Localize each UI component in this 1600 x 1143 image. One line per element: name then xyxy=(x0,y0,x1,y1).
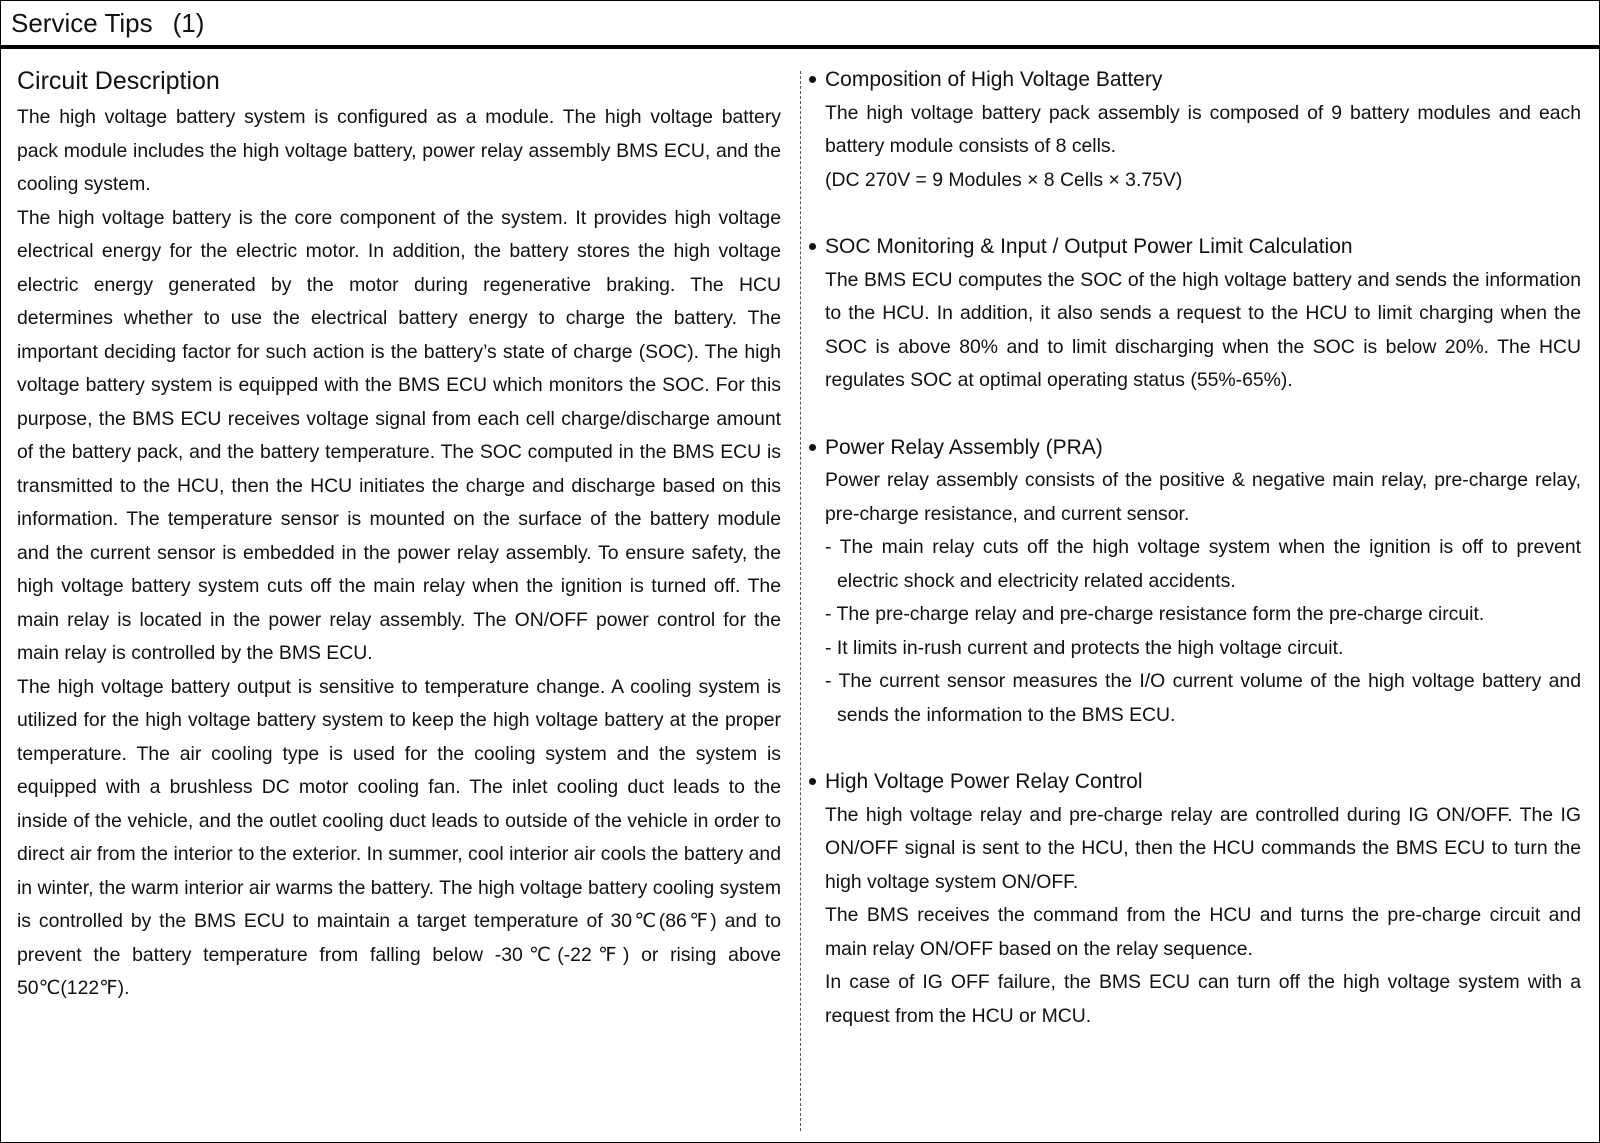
list-item: - The pre-charge relay and pre-charge resistance form the pre-charge circuit. xyxy=(825,603,1485,625)
section-title: Power Relay Assembly (PRA) xyxy=(825,431,1581,465)
section-text: The high voltage relay and pre-charge relay are controlled during IG ON/OFF. The IG ON/OFF signal is sent to the HCU, then the HCU commands the BMS ECU to turn the high voltage system ON/OFF. xyxy=(825,803,1581,893)
section-text: The high voltage battery pack assembly is composed of 9 battery modules and each battery module consists of 8 cells. xyxy=(825,101,1581,157)
bullet-icon xyxy=(809,778,816,785)
left-column xyxy=(17,63,781,1006)
right-column xyxy=(825,63,1581,1066)
section-title: Composition of High Voltage Battery xyxy=(825,63,1581,97)
paragraph: The high voltage battery output is sensitive to temperature change. A cooling system is utilized for the high voltage battery system to keep the high voltage battery at the proper temperature. The air cooling type is used for the cooling system and the system is equipped with a brushless DC motor cooling fan. The inlet cooling duct leads to the inside of the vehicle, and the outlet cooling duct leads to outside of the vehicle in order to direct air from the interior to the exterior. In summer, cool interior air cools the battery and in winter, the warm interior air warms the battery. The high voltage battery cooling system is controlled by the BMS ECU to maintain a target temperature of 30℃(86℉) and to prevent the battery temperature from falling below -30℃(-22℉) or rising above 50℃(122℉). xyxy=(17,675,781,999)
section-relay-control xyxy=(825,765,1581,1033)
bullet-icon xyxy=(809,444,816,451)
section-text: In case of IG OFF failure, the BMS ECU can turn off the high voltage system with a request from the HCU or MCU. xyxy=(825,971,1581,1027)
section-title: SOC Monitoring & Input / Output Power Limit Calculation xyxy=(825,230,1581,264)
bullet-icon xyxy=(809,243,816,250)
section-text: (DC 270V = 9 Modules × 8 Cells × 3.75V) xyxy=(825,168,1183,191)
section-text: The BMS ECU computes the SOC of the high voltage battery and sends the information to the HCU. In addition, it also sends a request to the HCU to limit charging when the SOC is above 80% and to limit discharging when the SOC is below 20%. The HCU regulates SOC at optimal operating status (55%-65%). xyxy=(825,268,1581,391)
section-composition xyxy=(825,63,1581,197)
section-text: Power relay assembly consists of the positive & negative main relay, pre-charge relay, pre-charge resistance, and current sensor. xyxy=(825,469,1581,525)
column-divider xyxy=(800,71,801,1131)
section-text: The BMS receives the command from the HCU and turns the pre-charge circuit and main relay ON/OFF based on the relay sequence. xyxy=(825,904,1581,960)
header-bar xyxy=(1,1,1599,49)
paragraph: The high voltage battery is the core component of the system. It provides high voltage electrical energy for the electric motor. In addition, the battery stores the high voltage electric energy generated by the motor during regenerative braking. The HCU determines whether to use the electrical battery energy to charge the battery. The important deciding factor for such action is the battery’s state of charge (SOC). The high voltage battery system is equipped with the BMS ECU which monitors the SOC. For this purpose, the BMS ECU receives voltage signal from each cell charge/discharge amount of the battery pack, and the battery temperature. The SOC computed in the BMS ECU is transmitted to the HCU, then the HCU initiates the charge and discharge based on this information. The temperature sensor is mounted on the surface of the battery module and the current sensor is embedded in the power relay assembly. To ensure safety, the high voltage battery system cuts off the main relay when the ignition is turned off. The main relay is located in the power relay assembly. The ON/OFF power control for the main relay is controlled by the BMS ECU. xyxy=(17,206,781,664)
circuit-description-title: Circuit Description xyxy=(17,67,220,95)
page-title: Service Tips xyxy=(11,7,153,38)
section-power-relay-assembly xyxy=(825,431,1581,733)
list-item: - The current sensor measures the I/O current volume of the high voltage battery and sends the information to the BMS ECU. xyxy=(825,670,1581,726)
list-item: - It limits in-rush current and protects the high voltage circuit. xyxy=(825,636,1344,659)
list-item: - The main relay cuts off the high voltage system when the ignition is off to prevent electric shock and electricity related accidents. xyxy=(825,536,1581,592)
page-number: (1) xyxy=(172,7,205,38)
bullet-icon xyxy=(809,76,816,83)
section-title: High Voltage Power Relay Control xyxy=(825,765,1581,799)
section-soc-monitoring xyxy=(825,230,1581,398)
paragraph: The high voltage battery system is configured as a module. The high voltage battery pack module includes the high voltage battery, power relay assembly BMS ECU, and the cooling system. xyxy=(17,106,781,195)
